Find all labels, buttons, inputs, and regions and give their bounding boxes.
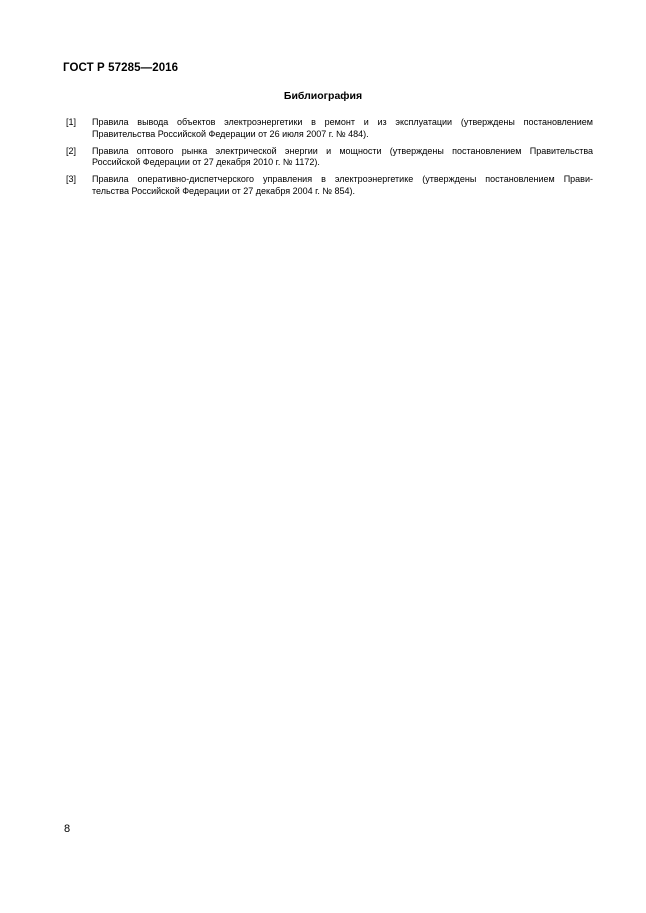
bibliography-item-text-line: Правительства Российской Федерации от 26 июля 2007 г. № 484).	[92, 128, 369, 139]
bibliography-item-text-line: тельства Российской Федерации от 27 декабря 2004 г. № 854).	[92, 185, 355, 196]
bibliography-item-text-line: Правила оптового рынка электрической энергии и мощности (утверждены постановлением Правительства	[92, 145, 593, 156]
standard-designation: ГОСТ Р 57285—2016	[63, 62, 179, 74]
bibliography-item-number: [2]	[66, 145, 77, 156]
page-number: 8	[64, 823, 71, 835]
bibliography-item	[66, 174, 593, 197]
bibliography-item-number: [3]	[66, 174, 77, 185]
bibliography-item-text-line: Правила вывода объектов электроэнергетики в ремонт и из эксплуатации (утверждены постановлением	[92, 117, 593, 127]
bibliography-item-text-line: Российской Федерации от 27 декабря 2010 г. № 1172).	[92, 157, 320, 168]
bibliography-item	[66, 146, 593, 169]
section-title: Библиография	[283, 90, 363, 102]
bibliography-item-number: [1]	[66, 117, 77, 127]
bibliography-list	[66, 117, 593, 203]
bibliography-item	[66, 117, 593, 140]
bibliography-item-text-line: Правила оперативно-диспетчерского управления в электроэнергетике (утверждены постановлением Прави-	[92, 174, 593, 185]
